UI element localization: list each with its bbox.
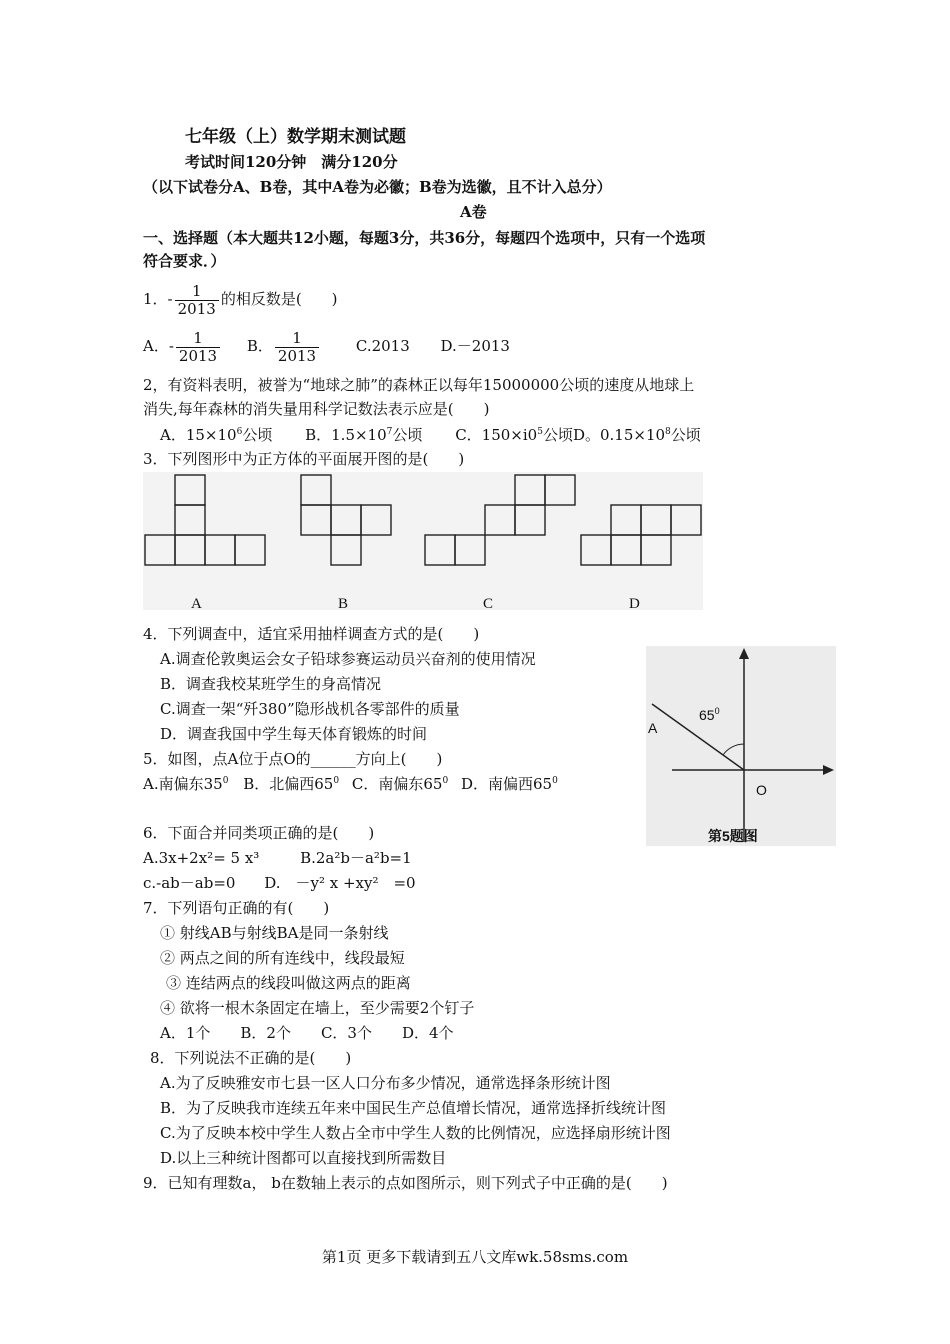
q1-frac-num: 1	[175, 283, 219, 301]
figure-caption: 第5题图	[708, 828, 758, 844]
q5-opt-d: D．南偏西$65^0$	[460, 775, 558, 793]
net-label-d: D	[629, 596, 640, 612]
q4-opt-a: A.调查伦敦奥运会女子铅球参赛运动员兴奋剂的使用情况	[160, 650, 536, 668]
q1-suffix: 的相反数是( )	[220, 290, 338, 308]
q1-opt-d: D.－2013	[440, 337, 510, 355]
q2-opt-b: B．$1.5\times 10^7$公顷	[305, 426, 423, 444]
question-9: 9．已知有理数a， b在数轴上表示的点如图所示，则下列式子中正确的是( )	[143, 1174, 668, 1192]
q1-options	[143, 325, 510, 367]
question-2: 2，有资料表明，被誉为“地球之肺”的森林正以每年15000000公顷的速度从地球上	[143, 376, 695, 394]
question-7: 7．下列语句正确的有( )	[143, 899, 330, 917]
net-a	[145, 475, 265, 565]
question-8: 8．下列说法不正确的是( )	[150, 1049, 352, 1067]
q1-fraction	[175, 283, 219, 318]
exam-meta: 考试时间120分钟 满分120分	[185, 153, 398, 171]
point-a-label: A	[648, 720, 658, 736]
page-footer: 第1页 更多下载请到五八文库wk.58sms.com	[321, 1248, 629, 1266]
q1-prefix: 1．-	[143, 290, 173, 308]
net-d	[581, 505, 701, 565]
q6-options-row2	[143, 873, 416, 893]
q1-opt-a-label: A．-	[143, 337, 174, 355]
q5-opt-a: A.南偏东$35^0$	[143, 775, 229, 793]
q5-opt-c: C．南偏东$65^0$	[351, 775, 449, 793]
question-6: 6．下面合并同类项正确的是( )	[143, 824, 375, 842]
question-3: 3．下列图形中为正方体的平面展开图的是( )	[143, 450, 465, 468]
q4-opt-b: B．调查我校某班学生的身高情况	[160, 675, 382, 693]
part1-heading: 一、选择题（本大题共12小题，每题3分，共36分，每题四个选项中，只有一个选项	[143, 229, 706, 247]
exam-note: （以下试卷分A、B卷，其中A卷为必徽；B卷为选徽，且不计入总分）	[143, 178, 612, 196]
q8-opt-d: D.以上三种统计图都可以直接找到所需数目	[160, 1149, 447, 1167]
q8-opt-a: A.为了反映雅安市七县一区人口分布多少情况，通常选择条形统计图	[160, 1074, 611, 1092]
q8-opt-b: B．为了反映我市连续五年来中国民生产总值增长情况，通常选择折线统计图	[160, 1099, 667, 1117]
q6-opt-b: B.2a²b－a²b=1	[300, 849, 412, 867]
q3-figure	[143, 472, 703, 610]
q4-opt-d: D．调查我国中学生每天体育锻炼的时间	[160, 725, 428, 743]
q7-statement-1: ① 射线AB与射线BA是同一条射线	[160, 924, 389, 942]
q5-options	[143, 774, 558, 794]
q2-options	[160, 425, 701, 445]
q4-opt-c: C.调查一架“歼380”隐形战机各零部件的质量	[160, 700, 460, 718]
q5-opt-b: B．北偏西$65^0$	[243, 775, 340, 793]
q1-opt-a-den: 2013	[178, 346, 218, 365]
q7-statement-2: ② 两点之间的所有连线中，线段最短	[160, 949, 405, 967]
q1-opt-a-fraction	[176, 330, 220, 365]
point-o-label: O	[756, 782, 767, 798]
cube-nets-figure	[143, 472, 703, 610]
q1-opt-c: C.2013	[355, 337, 410, 355]
q7-statement-3: ③ 连结两点的线段叫做这两点的距离	[166, 974, 411, 992]
q1-opt-b-num: 1	[275, 330, 319, 348]
q1-opt-b-fraction	[275, 330, 319, 365]
q8-opt-c: C.为了反映本校中学生人数占全市中学生人数的比例情况，应选择扇形统计图	[160, 1124, 671, 1142]
q5-figure	[646, 646, 836, 846]
q1-opt-b-label: B．	[246, 337, 273, 355]
question-1	[143, 278, 338, 320]
angle-label: $65^0$	[699, 706, 720, 723]
q6-opt-a: A.3x+2x²= 5 x³	[143, 849, 260, 867]
q1-frac-den: 2013	[177, 299, 216, 318]
net-label-a: A	[191, 596, 202, 612]
net-b	[301, 475, 391, 565]
direction-diagram	[646, 646, 836, 846]
page-title: 七年级（上）数学期末测试题	[185, 127, 406, 147]
q7-options: A．1个 B．2个 C．3个 D．4个	[160, 1024, 454, 1042]
question-2-cont: 消失,每年森林的消失量用科学记数法表示应是( )	[143, 400, 490, 418]
section-label: A卷	[460, 203, 487, 221]
q6-opt-c: c.-ab－ab=0	[143, 874, 236, 892]
q6-opt-d: D. －y² x +xy² =0	[264, 874, 416, 892]
part1-heading-cont: 符合要求．）	[143, 252, 226, 270]
question-4: 4．下列调查中，适宜采用抽样调查方式的是( )	[143, 625, 480, 643]
q2-opt-a: A．$15\times 10^6$公顷	[160, 426, 273, 444]
q2-opt-c: C．$150\times i0^5$公顷D。$0.15\times 10^8$公顷	[455, 426, 701, 444]
q1-opt-a-num: 1	[176, 330, 220, 348]
q1-opt-b-den: 2013	[277, 346, 317, 365]
net-c	[425, 475, 575, 565]
question-5: 5．如图，点A位于点O的______方向上( )	[143, 750, 443, 768]
q7-statement-4: ④ 欲将一根木条固定在墙上，至少需要2个钉子	[160, 999, 475, 1017]
q6-options-row1	[143, 848, 412, 868]
net-label-c: C	[483, 596, 494, 612]
net-label-b: B	[338, 596, 349, 612]
